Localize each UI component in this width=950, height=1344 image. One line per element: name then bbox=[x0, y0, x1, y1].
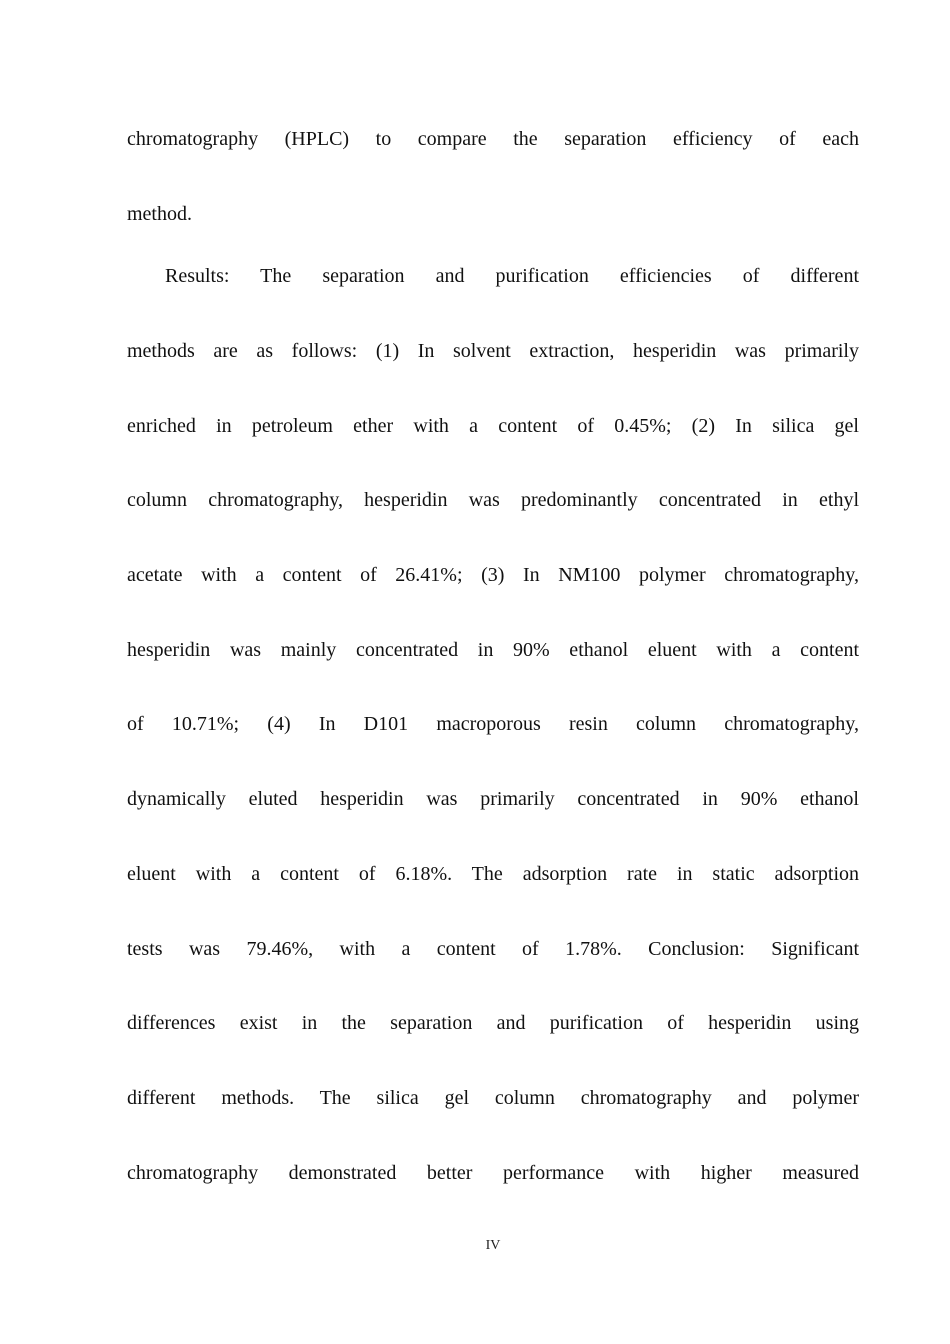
text-line: chromatography demonstrated better performance with higher measured bbox=[127, 1162, 859, 1184]
text-line: acetate with a content of 26.41%; (3) In NM100 polymer chromatography, bbox=[127, 564, 859, 586]
text-line: methods are as follows: (1) In solvent extraction, hesperidin was primarily bbox=[127, 340, 859, 362]
text-line: dynamically eluted hesperidin was primarily concentrated in 90% ethanol bbox=[127, 788, 859, 810]
page-number: IV bbox=[485, 1238, 501, 1253]
text-line: of 10.71%; (4) In D101 macroporous resin column chromatography, bbox=[127, 713, 859, 735]
text-line: enriched in petroleum ether with a content of 0.45%; (2) In silica gel bbox=[127, 415, 859, 437]
text-line: tests was 79.46%, with a content of 1.78%. Conclusion: Significant bbox=[127, 938, 859, 960]
text-line: method. bbox=[127, 203, 192, 225]
text-line: differences exist in the separation and purification of hesperidin using bbox=[127, 1012, 859, 1034]
text-line: different methods. The silica gel column chromatography and polymer bbox=[127, 1087, 859, 1109]
text-line: chromatography (HPLC) to compare the separation efficiency of each bbox=[127, 128, 859, 150]
text-line: hesperidin was mainly concentrated in 90% ethanol eluent with a content bbox=[127, 639, 859, 661]
text-line: Results: The separation and purification efficiencies of different bbox=[165, 265, 859, 287]
text-line: eluent with a content of 6.18%. The adsorption rate in static adsorption bbox=[127, 863, 859, 885]
text-line: column chromatography, hesperidin was predominantly concentrated in ethyl bbox=[127, 489, 859, 511]
